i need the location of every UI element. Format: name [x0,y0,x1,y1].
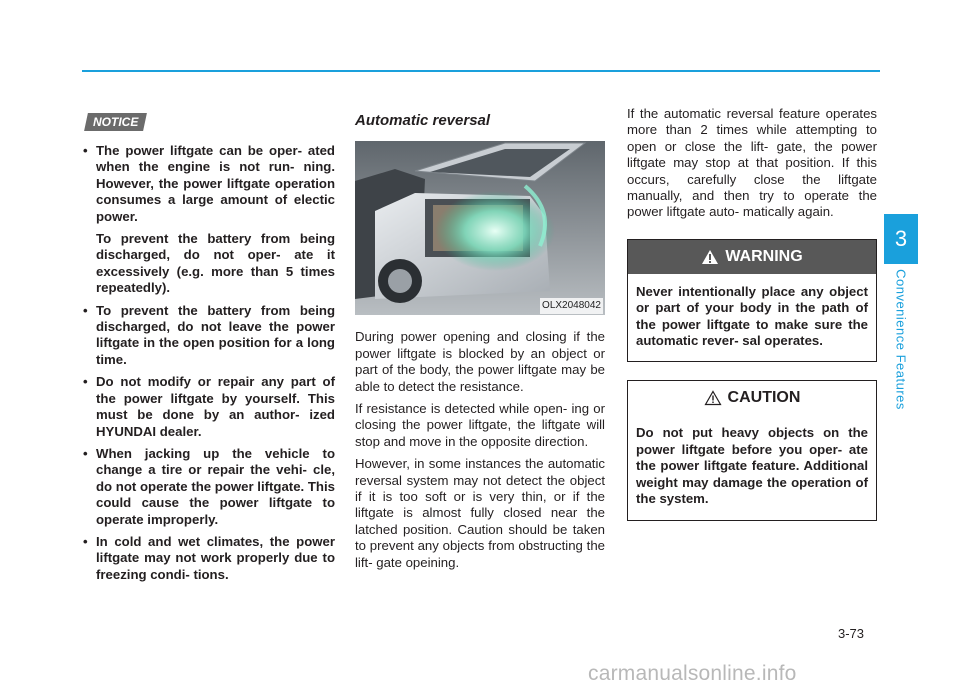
notice-paragraph: • The power liftgate can be oper- ated when the engine is not run- ning. However, the power liftgate operation consumes a large amount of electic power. [96,143,335,224]
caution-box [627,380,877,520]
list-item [82,303,335,369]
chapter-title-vertical [888,268,914,418]
list-item [82,446,335,528]
body-paragraph: If resistance is detected while open- ing or closing the power liftgate, the liftgate will stop and move in the opposite direction. [355,401,605,449]
section-heading: Automatic reversal [355,112,491,129]
notice-paragraph: • Do not modify or repair any part of the power liftgate by yourself. This must be done by an author- ized HYUNDAI dealer. [96,374,335,439]
list-item [82,143,335,297]
warning-box [627,239,877,363]
warning-header [628,240,876,274]
caution-header [628,381,876,415]
list-item [82,374,335,440]
list-item [82,534,335,583]
chapter-tab: 3 [884,214,918,264]
chapter-title: Convenience Features [893,269,909,410]
warning-title: WARNING [725,247,803,265]
page-number: 3-73 [838,626,865,641]
body-paragraph: During power opening and closing if the power liftgate is blocked by an object or part of the body, the power liftgate may be able to detect the resistance. [355,329,605,394]
caution-triangle-icon [704,390,722,406]
right-column [627,106,877,521]
warning-triangle-icon [701,249,719,265]
notice-paragraph: • In cold and wet climates, the power liftgate may not work properly due to freezing condi- tions. [96,533,335,582]
caution-text: Do not put heavy objects on the power liftgate before you oper- ate the power liftgate feature. Additional weight may damage the operation of the system. [636,425,868,507]
header-rule [82,70,880,72]
liftgate-illustration [355,141,605,315]
notice-list [82,143,335,583]
warning-text: Never intentionally place any object or part of your body in the path of the power liftgate to make sure the automatic rever- sal operates. [636,283,868,349]
notice-paragraph: • When jacking up the vehicle to change a tire or repair the vehi- cle, do not operate the power liftgate. This could cause the power liftgate to operate improperly. [96,445,335,527]
automatic-reversal-column [355,113,605,577]
notice-paragraph: • To prevent the battery from being discharged, do not leave the power liftgate in the open position for a long time. [96,302,335,367]
body-paragraph: However, in some instances the automatic reversal system may not detect the object if it is too soft or is very thin, or if the liftgate is almost fully closed near the latched position. Caution should be taken to prevent any objects from obstructing the lift- gate opeining. [355,456,605,570]
caution-title: CAUTION [727,389,801,407]
watermark: carmanualsonline.info [588,662,797,685]
liftgate-photo [355,141,605,315]
notice-paragraph: To prevent the battery from being discharged, do not oper- ate it excessively (e.g. more than 5 times repeatedly). [96,231,335,296]
notice-badge: NOTICE [84,113,147,131]
image-code: OLX2048042 [540,298,603,314]
notice-column [82,113,335,589]
body-paragraph: If the automatic reversal feature operates more than 2 times while attempting to open or close the lift- gate, the power liftgate may stop at that position. If this occurs, carefully close the liftgate manually, and then try to operate the power liftgate auto- matically again. [627,106,877,220]
